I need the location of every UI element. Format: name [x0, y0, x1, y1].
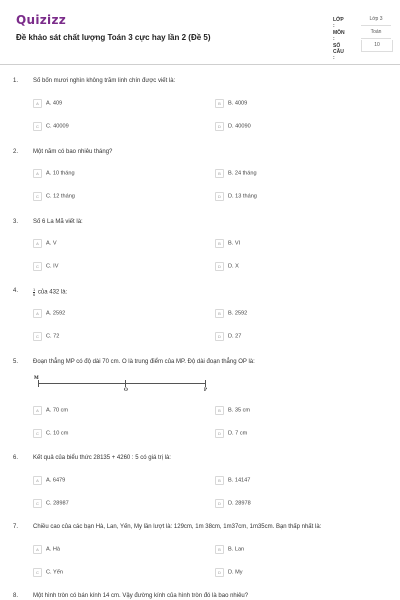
- meta-value: Toán: [361, 27, 391, 39]
- question-number: 3.: [13, 219, 19, 225]
- question-text: Đoạn thẳng MP có độ dài 70 cm. O là trung điểm của MP. Độ dài đoạn thẳng OP là:: [33, 359, 255, 365]
- label-o: O: [124, 388, 128, 393]
- label-m: M: [34, 376, 39, 381]
- question-number: 7.: [13, 524, 19, 530]
- option-d[interactable]: [215, 332, 241, 341]
- option-b[interactable]: [215, 406, 250, 415]
- option-letter-box: C: [33, 192, 42, 201]
- question-text: Chiều cao của các bạn Hà, Lan, Yến, My lần lượt là: 129cm, 1m 38cm, 1m37cm, 1m35cm. Bạn thấp nhất là:: [33, 524, 322, 530]
- option-letter-box: B: [215, 545, 224, 554]
- question-text: Một năm có bao nhiêu tháng?: [33, 149, 113, 155]
- option-text: A. Hà: [46, 546, 60, 553]
- question-text-rest: của 432 là:: [37, 289, 68, 296]
- option-letter-box: D: [215, 262, 224, 271]
- meta-key: MÔN :: [333, 30, 345, 42]
- question-text: Một hình tròn có bán kính 14 cm. Vậy đường kính của hình tròn đó là bao nhiêu?: [33, 593, 249, 599]
- page-title: Đề khảo sát chất lượng Toán 3 cực hay lần 2 (Đề 5): [16, 33, 211, 42]
- option-c[interactable]: [33, 192, 75, 201]
- worksheet-header: [0, 0, 400, 62]
- option-c[interactable]: [33, 262, 58, 271]
- option-text: B. 2592: [228, 310, 248, 317]
- option-d[interactable]: [215, 122, 251, 131]
- option-text: C. 10 cm: [46, 430, 69, 437]
- fraction-denominator: 6: [33, 291, 36, 297]
- option-letter-box: A: [33, 309, 42, 318]
- option-letter-box: B: [215, 309, 224, 318]
- question-number: 1.: [13, 78, 19, 84]
- option-letter-box: C: [33, 262, 42, 271]
- option-letter-box: C: [33, 122, 42, 131]
- tick-p: [205, 380, 206, 387]
- option-b[interactable]: [215, 239, 240, 248]
- question-text: Số 6 La Mã viết là:: [33, 219, 83, 225]
- option-text: D. 27: [228, 333, 242, 340]
- option-text: B. 14147: [228, 477, 251, 484]
- meta-key: SỐ CÂU :: [333, 43, 344, 61]
- option-letter-box: C: [33, 332, 42, 341]
- option-c[interactable]: [33, 332, 59, 341]
- segment-line: [38, 383, 206, 384]
- option-letter-box: D: [215, 122, 224, 131]
- option-b[interactable]: [215, 545, 244, 554]
- option-letter-box: D: [215, 332, 224, 341]
- option-text: C. 12 tháng: [46, 193, 75, 200]
- option-c[interactable]: [33, 499, 69, 508]
- meta-key: LỚP :: [333, 17, 344, 29]
- option-letter-box: B: [215, 99, 224, 108]
- option-text: B. 4009: [228, 100, 248, 107]
- option-text: D. My: [228, 569, 243, 576]
- option-letter-box: A: [33, 169, 42, 178]
- option-letter-box: D: [215, 499, 224, 508]
- option-text: D. 40090: [228, 123, 251, 130]
- option-text: A. 70 cm: [46, 407, 69, 414]
- label-p: P: [204, 388, 208, 393]
- option-text: B. Lan: [228, 546, 245, 553]
- option-d[interactable]: [215, 499, 251, 508]
- question-text: Kết quả của biểu thức 28135 + 4260 : 5 có giá trị là:: [33, 455, 171, 461]
- option-text: C. 72: [46, 333, 60, 340]
- option-text: B. VI: [228, 240, 241, 247]
- option-c[interactable]: [33, 122, 69, 131]
- option-text: B. 35 cm: [228, 407, 251, 414]
- option-letter-box: C: [33, 499, 42, 508]
- option-text: A. 409: [46, 100, 63, 107]
- option-letter-box: D: [215, 192, 224, 201]
- option-text: B. 24 tháng: [228, 170, 257, 177]
- option-letter-box: B: [215, 239, 224, 248]
- question-number: 2.: [13, 149, 19, 155]
- option-b[interactable]: [215, 309, 247, 318]
- option-a[interactable]: [33, 99, 62, 108]
- option-letter-box: C: [33, 568, 42, 577]
- option-text: C. Yến: [46, 569, 63, 576]
- option-text: C. 28987: [46, 500, 69, 507]
- option-d[interactable]: [215, 192, 257, 201]
- option-letter-box: B: [215, 476, 224, 485]
- option-text: A. 6479: [46, 477, 66, 484]
- option-letter-box: B: [215, 406, 224, 415]
- meta-value: Lớp 3: [361, 14, 391, 26]
- tick-o: [125, 380, 126, 387]
- option-a[interactable]: [33, 545, 60, 554]
- option-a[interactable]: [33, 169, 75, 178]
- tick-m: [38, 380, 39, 387]
- option-text: A. V: [46, 240, 57, 247]
- option-b[interactable]: [215, 476, 250, 485]
- option-a[interactable]: [33, 476, 65, 485]
- option-a[interactable]: [33, 309, 65, 318]
- option-b[interactable]: [215, 99, 247, 108]
- option-d[interactable]: [215, 262, 239, 271]
- option-letter-box: A: [33, 476, 42, 485]
- option-letter-box: C: [33, 429, 42, 438]
- question-number: 5.: [13, 359, 19, 365]
- question-number: 4.: [13, 288, 19, 294]
- option-text: D. 28978: [228, 500, 251, 507]
- option-c[interactable]: [33, 568, 63, 577]
- option-letter-box: A: [33, 406, 42, 415]
- option-text: C. 40009: [46, 123, 69, 130]
- option-text: D. X: [228, 263, 239, 270]
- option-text: A. 10 tháng: [46, 170, 75, 177]
- option-a[interactable]: [33, 239, 57, 248]
- option-b[interactable]: [215, 169, 257, 178]
- option-a[interactable]: [33, 406, 68, 415]
- segment-mp-figure: [34, 376, 208, 393]
- option-letter-box: A: [33, 239, 42, 248]
- option-text: D. 7 cm: [228, 430, 248, 437]
- option-text: A. 2592: [46, 310, 66, 317]
- question-number: 8.: [13, 593, 19, 599]
- header-divider: [0, 64, 400, 65]
- quizizz-logo: Quizizz: [16, 13, 67, 27]
- question-number: 6.: [13, 455, 19, 461]
- option-letter-box: A: [33, 545, 42, 554]
- option-c[interactable]: [33, 429, 68, 438]
- option-letter-box: B: [215, 169, 224, 178]
- fraction-numerator: 1: [33, 287, 36, 292]
- option-d[interactable]: [215, 568, 243, 577]
- option-text: C. IV: [46, 263, 59, 270]
- option-letter-box: D: [215, 429, 224, 438]
- fraction: [33, 288, 35, 296]
- question-text: [33, 288, 67, 296]
- meta-value: 10: [361, 40, 393, 52]
- question-text: Số bốn mươi nghìn không trăm linh chín được viết là:: [33, 78, 176, 84]
- option-letter-box: A: [33, 99, 42, 108]
- option-text: D. 13 tháng: [228, 193, 257, 200]
- option-d[interactable]: [215, 429, 247, 438]
- option-letter-box: D: [215, 568, 224, 577]
